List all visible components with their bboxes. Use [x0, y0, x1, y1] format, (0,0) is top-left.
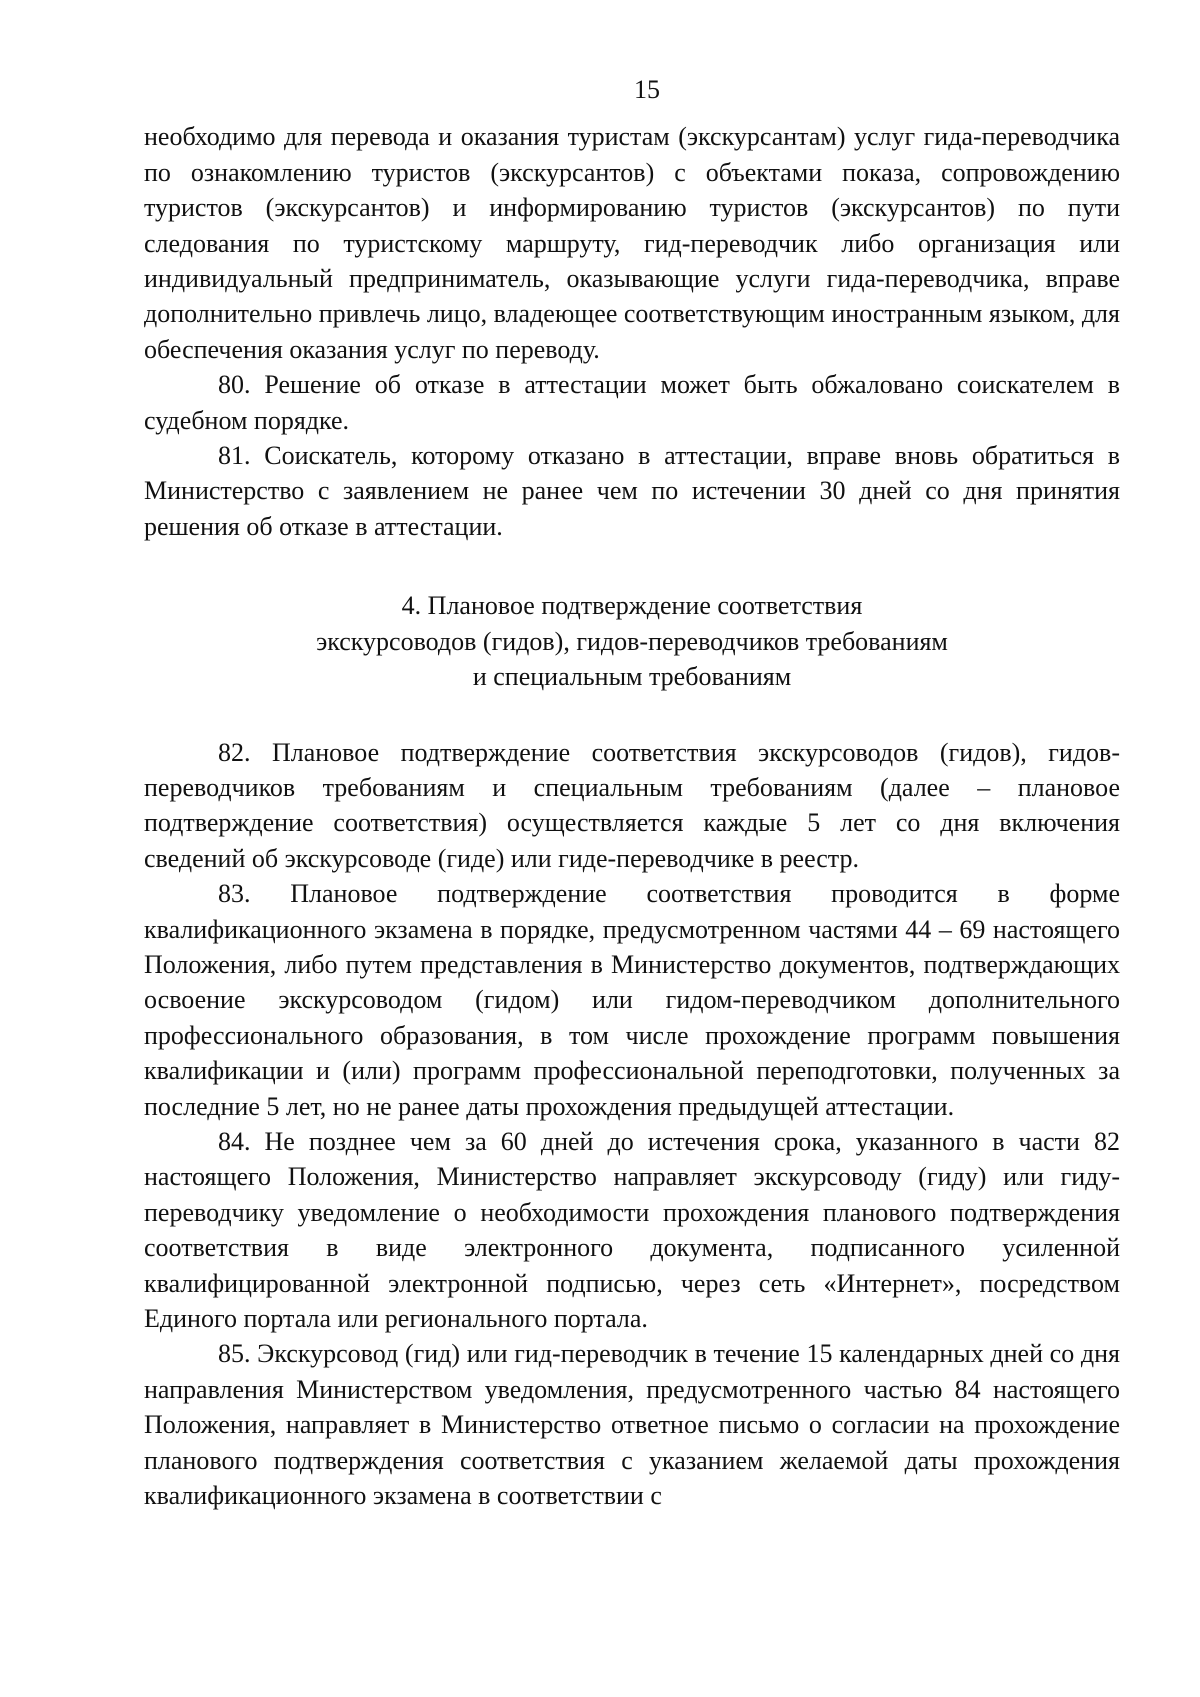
section-heading	[144, 588, 1120, 694]
paragraph-81: 81. Соискатель, которому отказано в аттестации, вправе вновь обратиться в Министерство с заявлением не ранее чем по истечении 30 дней со дня принятия решения об отказе в аттестации.	[144, 441, 1120, 541]
paragraph-continuation: необходимо для перевода и оказания туристам (экскурсантам) услуг гида-переводчика по ознакомлению туристов (экскурсантов) с объектами показа, сопровождению туристов (экскурсантов) и информированию туристов (экскурсантов) по пути следования по туристскому маршруту, гид-переводчик либо организация или индивидуальный предприниматель, оказывающие услуги гида-переводчика, вправе дополнительно привлечь лицо, владеющее соответствующим иностранным языком, для обеспечения оказания услуг по переводу.	[144, 122, 1120, 364]
paragraph-83: 83. Плановое подтверждение соответствия проводится в форме квалификационного экзамена в порядке, предусмотренном частями 44 – 69 настоящего Положения, либо путем представления в Министерство документов, подтверждающих освоение экскурсоводом (гидом) или гидом-переводчиком дополнительного профессионального образования, в том числе прохождение программ повышения квалификации и (или) программ профессиональной переподготовки, полученных за последние 5 лет, но не ранее даты прохождения предыдущей аттестации.	[144, 879, 1120, 1121]
page-number: 15	[634, 75, 660, 104]
document-page	[144, 72, 1120, 1513]
section-heading-line-2: экскурсоводов (гидов), гидов-переводчиков требованиям	[316, 626, 948, 656]
paragraph-82: 82. Плановое подтверждение соответствия экскурсоводов (гидов), гидов-переводчиков требованиям и специальным требованиям (далее – плановое подтверждение соответствия) осуществляется каждые 5 лет со дня включения сведений об экскурсоводе (гиде) или гиде-переводчике в реестр.	[144, 737, 1120, 873]
section-heading-line-1: 4. Плановое подтверждение соответствия	[401, 591, 863, 621]
section-heading-line-3: и специальным требованиям	[472, 662, 792, 692]
paragraph-84: 84. Не позднее чем за 60 дней до истечения срока, указанного в части 82 настоящего Положения, Министерство направляет экскурсоводу (гиду) или гиду-переводчику уведомление о необходимости прохождения планового подтверждения соответствия в виде электронного документа, подписанного усиленной квалифицированной электронной подписью, через сеть «Интернет», посредством Единого портала или регионального портала.	[144, 1126, 1120, 1333]
paragraph-85: 85. Экскурсовод (гид) или гид-переводчик в течение 15 календарных дней со дня направления Министерством уведомления, предусмотренного частью 84 настоящего Положения, направляет в Министерство ответное письмо о согласии на прохождение планового подтверждения соответствия с указанием желаемой даты прохождения квалификационного экзамена в соответствии с	[144, 1339, 1120, 1511]
paragraph-80: 80. Решение об отказе в аттестации может быть обжаловано соискателем в судебном порядке.	[144, 370, 1120, 435]
